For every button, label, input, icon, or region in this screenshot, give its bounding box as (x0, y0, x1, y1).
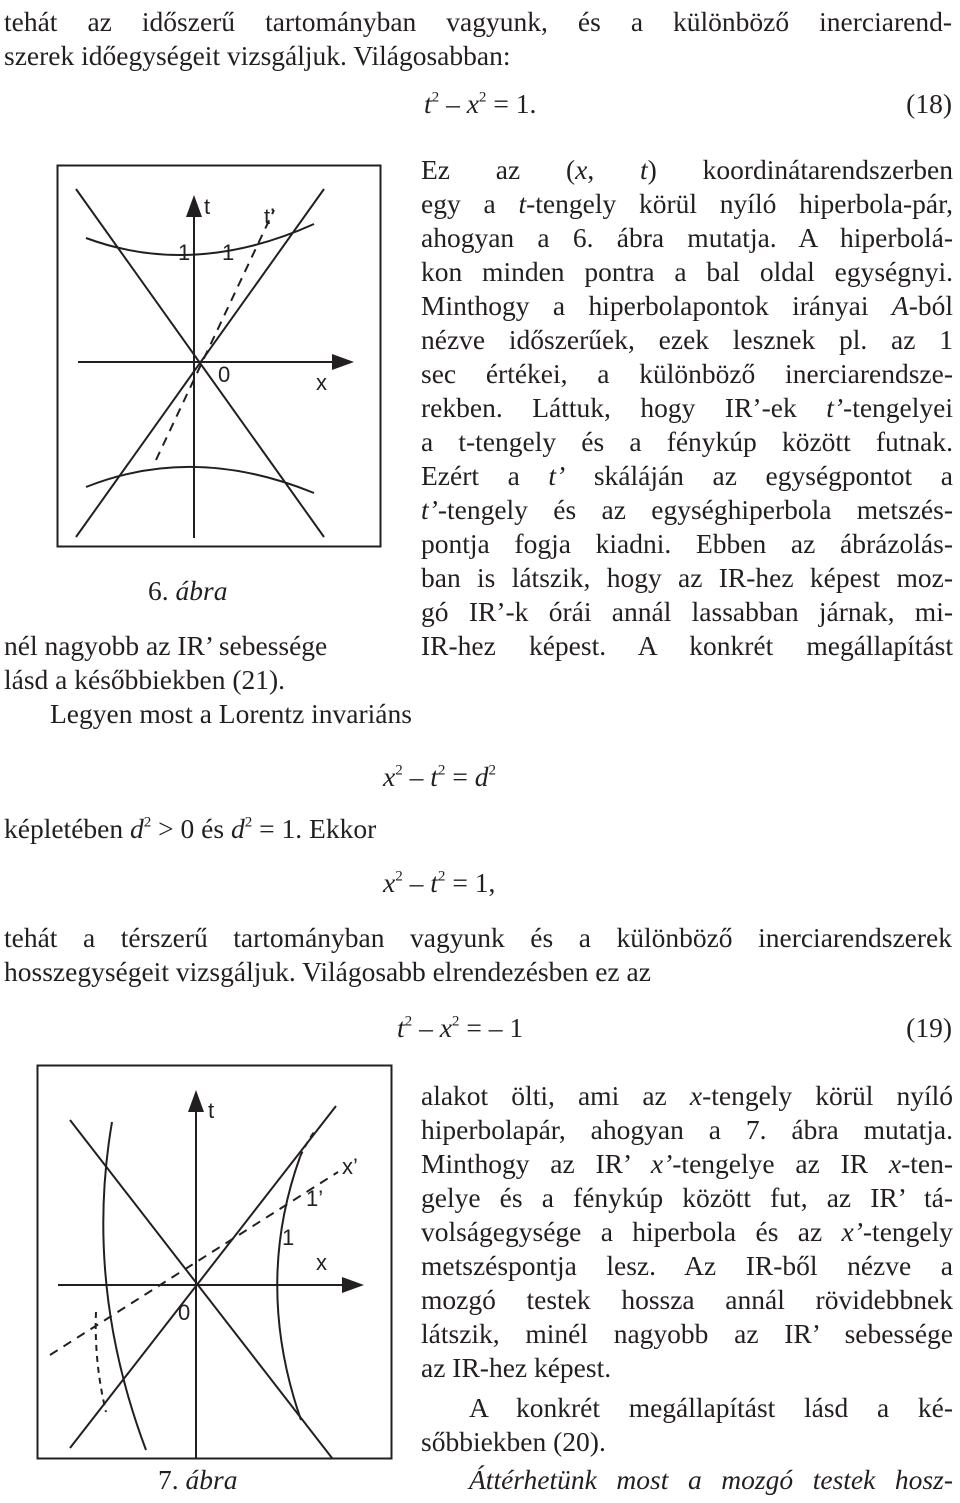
para2-line17: Legyen most a Lorentz invariáns (50, 698, 412, 729)
para5-line11: sőbbiekben (20). (421, 1426, 606, 1457)
right-hyperbola-dashed (300, 1132, 314, 1157)
equation-19-number: (19) (906, 1012, 952, 1043)
equation-18-number: (18) (906, 88, 952, 119)
t-axis-arrow-icon (186, 195, 202, 217)
label-zero: 0 (218, 362, 231, 387)
para1-line1: tehát az időszerű tartományban vagyunk, és a különböző inerciarend- (4, 6, 952, 37)
para4-line1: tehát a térszerű tartományban vagyunk és a különböző inerciarendszerek (4, 922, 952, 953)
figure-7 (36, 1062, 394, 1462)
para2-line14: gó IR’-k órái annál lassabban járnak, mi- (421, 596, 953, 627)
figure-6 (56, 160, 386, 550)
x-prime-axis (50, 1172, 338, 1355)
right-hyperbola (277, 1157, 301, 1420)
figure-7-caption: 7. ábra (158, 1464, 238, 1495)
t-axis-arrow-icon (188, 1090, 204, 1112)
equation-19: $t^2 - x^2$ = – 1 (397, 1012, 524, 1043)
lower-hyperbola (86, 467, 314, 493)
para2-line8: rekben. Láttuk, hogy IR’-ek t’-tengelyei (421, 392, 953, 423)
para5-line8: látszik, minél nagyobb az IR’ sebessége (421, 1318, 953, 1349)
equation-invariant: $x^2 - t^2 = d^2$ (383, 761, 497, 792)
left-hyperbola-dashed (96, 1312, 106, 1412)
para2-line13: ban is látszik, hogy az IR-hez képest moz- (421, 562, 953, 593)
para2-line16: lásd a későbbiekben (21). (4, 664, 286, 695)
label-x: x (316, 370, 327, 395)
equation-one: $x^2 - t^2 = 1$, (383, 867, 496, 898)
para2-line10: Ezért a t’ skáláján az egységpontot a (421, 460, 953, 491)
para2-line5: Minthogy a hiperbolapontok irányai A-ból (421, 290, 953, 321)
para5-line4: gelye és a fénykúp között fut, az IR’ tá- (421, 1182, 953, 1213)
para2-line15-left: nél nagyobb az IR’ sebessége (4, 630, 328, 661)
label-one-right: 1 (222, 240, 235, 265)
para5-line10: A konkrét megállapítást lásd a ké- (469, 1392, 953, 1423)
para5-line7: mozgó testek hossza annál rövidebbnek (421, 1284, 953, 1315)
label-x-prime: x’ (342, 1154, 358, 1179)
para5-line12: Áttérhetünk most a mozgó testek hosz- (469, 1464, 953, 1495)
equation-18: $t^2 - x^2 = 1$. (424, 88, 537, 119)
para4-line2: hosszegységeit vizsgáljuk. Világosabb elrendezésben ez az (4, 956, 651, 987)
figure-6-caption: 6. ábra (148, 575, 228, 606)
para2-line1: Ez az (x, t) koordinátarendszerben (421, 154, 954, 185)
para2-line3: ahogyan a 6. ábra mutatja. A hiperbolá- (421, 222, 953, 253)
para2-line11: t’-tengely és az egységhiperbola metszés- (421, 494, 953, 525)
x-axis-arrow-icon (332, 354, 354, 370)
para3-line: képletében $d^2 > 0$ és $d^2 = 1$. Ekkor (4, 813, 377, 844)
para2-line6: nézve időszerűek, ezek lesznek pl. az 1 (421, 324, 953, 355)
label-t: t (208, 1098, 215, 1123)
x-axis-arrow-icon (342, 1277, 364, 1293)
label-t: t (204, 194, 211, 219)
para2-line9: a t-tengely és a fénykúp között futnak. (421, 426, 953, 457)
para5-line6: metszéspontja lesz. Az IR-ből nézve a (421, 1250, 953, 1281)
label-one: 1 (282, 1225, 295, 1250)
para2-line12: pontja fogja kiadni. Ebben az ábrázolás- (421, 528, 953, 559)
label-one-left: 1 (178, 240, 191, 265)
label-t-prime: t’ (264, 204, 275, 229)
para5-line9: az IR-hez képest. (421, 1352, 612, 1383)
para2-line2: egy a t-tengely körül nyíló hiperbola-pár, (421, 188, 953, 219)
para5-line5: volságegysége a hiperbola és az x’-tengely (421, 1216, 953, 1247)
para2-line15-right: IR-hez képest. A konkrét megállapítást (421, 630, 953, 661)
label-one-prime: 1’ (306, 1186, 324, 1211)
para2-line4: kon minden pontra a bal oldal egységnyi. (421, 256, 953, 287)
para5-line1: alakot ölti, ami az x-tengely körül nyíló (421, 1080, 953, 1111)
label-x: x (316, 1250, 327, 1275)
label-zero: 0 (178, 1300, 191, 1325)
t-prime-axis (156, 210, 274, 460)
para5-line3: Minthogy az IR’ x’-tengelye az IR x-ten- (421, 1148, 953, 1179)
para1-line2: szerek időegységeit vizsgáljuk. Világosabban: (4, 40, 511, 71)
para5-line2: hiperbolapár, ahogyan a 7. ábra mutatja. (421, 1114, 953, 1145)
para2-line7: sec értékei, a különböző inerciarendsze- (421, 358, 953, 389)
